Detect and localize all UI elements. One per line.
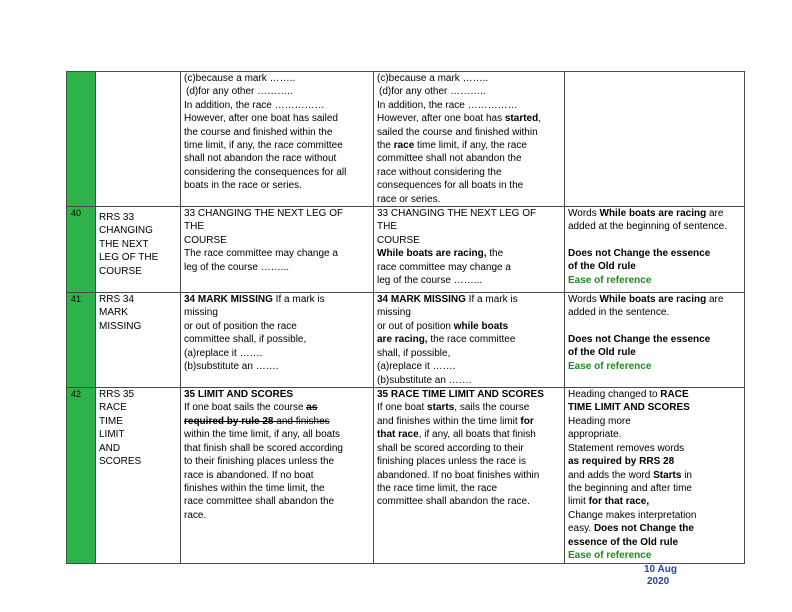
- text-line: The race committee may change a: [184, 248, 338, 260]
- rule-heading: 34 MARK MISSING: [184, 294, 273, 306]
- text-line: MARK: [99, 307, 128, 319]
- proposed-rule-cell: [374, 72, 565, 207]
- text-line: RRS 34: [99, 294, 135, 306]
- text-line: COURSE: [99, 265, 142, 277]
- text-line: RACE: [99, 402, 127, 414]
- text-span: or out of position: [377, 320, 454, 332]
- text-span: the race committee: [427, 334, 516, 346]
- text-line: shall, if possible,: [377, 347, 451, 359]
- text-line: TIME: [99, 415, 123, 427]
- text-span: the: [486, 248, 504, 260]
- rule-heading: 33 CHANGING THE NEXT LEG OF: [377, 208, 537, 220]
- table-row: [67, 293, 745, 388]
- text-line: shall be scored according to their: [377, 442, 524, 454]
- ease-of-reference-label: Ease of reference: [568, 360, 652, 372]
- text-line: missing: [184, 307, 218, 319]
- text-line: Statement removes words: [568, 442, 685, 454]
- text-line: (d)for any other ………..: [186, 86, 293, 98]
- text-line: [377, 139, 562, 152]
- text-line: LEG OF THE: [99, 252, 159, 264]
- text-line: THE NEXT: [99, 238, 149, 250]
- bold-text: for that race,: [588, 496, 650, 508]
- text-span: ,: [538, 113, 541, 125]
- text-span: in: [681, 469, 692, 481]
- text-line: appropriate.: [568, 429, 622, 441]
- text-line: leg of the course ……...: [184, 261, 290, 273]
- text-line: abandoned. If no boat finishes within: [377, 469, 540, 481]
- rrs-cell: [96, 388, 181, 564]
- bold-text: While boats are racing,: [377, 248, 487, 260]
- text-line: (c)because a mark ……..: [184, 73, 296, 84]
- bold-text: that race: [377, 429, 419, 441]
- text-line: race or series.: [377, 193, 441, 205]
- text-line: (c)because a mark ……..: [377, 73, 489, 84]
- comment-cell: [565, 388, 745, 564]
- text-line: to their finishing places unless the: [184, 456, 335, 468]
- text-line: RRS 33: [99, 212, 135, 224]
- text-line: race is abandoned. If no boat: [184, 469, 314, 481]
- text-line: sailed the course and finished within: [377, 126, 538, 138]
- text-span: If one boat: [377, 402, 428, 414]
- text-line: In addition, the race ……………: [184, 99, 325, 111]
- text-span: Words: [568, 294, 600, 306]
- text-span: However, after one boat has: [377, 113, 505, 125]
- text-line: AND: [99, 442, 121, 454]
- text-span: Heading changed to: [568, 389, 661, 401]
- text-line: COURSE: [377, 234, 420, 246]
- text-line: TIME LIMIT AND SCORES: [568, 402, 690, 414]
- original-rule-cell: [181, 207, 374, 293]
- text-line: added in the sentence.: [568, 307, 670, 319]
- bold-text: starts: [427, 402, 455, 414]
- text-line: [568, 207, 742, 220]
- text-span: are: [706, 294, 724, 306]
- date-line: 2020: [647, 576, 670, 587]
- text-line: finishing places unless the race is: [377, 456, 526, 468]
- text-line: (b)substitute an …….: [184, 361, 279, 373]
- text-line: of the Old rule: [568, 261, 636, 273]
- text-line: [377, 333, 562, 346]
- text-line: [377, 401, 562, 414]
- text-line: COURSE: [184, 234, 227, 246]
- text-span: If a mark is: [272, 294, 325, 306]
- text-line: [184, 415, 371, 428]
- text-line: within the time limit, if any, all boats: [184, 429, 340, 441]
- row-number-cell: [67, 72, 96, 207]
- bold-text: While boats are racing: [599, 208, 707, 220]
- text-line: as required by RRS 28: [568, 456, 675, 468]
- text-line: committee shall not abandon the: [377, 153, 522, 165]
- table-row: [67, 388, 745, 564]
- text-line: Change makes interpretation: [568, 509, 697, 521]
- text-line: Does not Change the essence: [568, 333, 711, 345]
- text-line: considering the consequences for all: [184, 166, 347, 178]
- text-span: Words: [568, 208, 600, 220]
- row-number-cell: 42: [67, 388, 96, 564]
- text-line: MISSING: [99, 320, 142, 332]
- text-line: of the Old rule: [568, 347, 636, 359]
- comment-cell: [565, 72, 745, 207]
- text-line: race committee may change a: [377, 261, 511, 273]
- text-line: boats in the race or series.: [184, 180, 302, 192]
- text-line: (a)replace it …….: [184, 347, 263, 359]
- table-row: [67, 207, 745, 293]
- text-line: Heading more: [568, 415, 631, 427]
- row-number-cell: 41: [67, 293, 96, 388]
- text-span: If one boat sails the course: [184, 402, 307, 414]
- text-line: [377, 247, 562, 260]
- struck-text: required by rule 28: [184, 415, 274, 427]
- text-span: , if any, all boats that finish: [418, 429, 536, 441]
- text-line: committee shall abandon the race.: [377, 496, 530, 508]
- original-rule-cell: [181, 293, 374, 388]
- text-line: [184, 293, 371, 306]
- text-line: LIMIT: [99, 429, 125, 441]
- ease-of-reference-label: Ease of reference: [568, 274, 652, 286]
- text-span: the: [377, 140, 394, 152]
- text-line: THE: [377, 221, 397, 233]
- text-span: limit: [568, 496, 589, 508]
- text-line: committee shall, if possible,: [184, 334, 307, 346]
- text-line: the course and finished within the: [184, 126, 333, 138]
- date-line: 10 Aug: [644, 564, 677, 575]
- text-line: that finish shall be scored according: [184, 442, 343, 454]
- text-line: race without considering the: [377, 166, 502, 178]
- text-line: [568, 522, 742, 535]
- rule-heading: 34 MARK MISSING: [377, 294, 466, 306]
- text-line: the race time limit, the race: [377, 482, 498, 494]
- text-line: [568, 388, 742, 401]
- text-line: (d)for any other ………..: [379, 86, 486, 98]
- text-line: [568, 469, 742, 482]
- comment-cell: [565, 293, 745, 388]
- text-line: [568, 293, 742, 306]
- text-span: If a mark is: [465, 294, 518, 306]
- text-span: time limit, if any, the race: [414, 140, 527, 152]
- proposed-rule-cell: [374, 207, 565, 293]
- text-line: [377, 415, 562, 428]
- text-line: (b)substitute an …….: [377, 374, 472, 386]
- bold-text: Does not Change the: [591, 523, 694, 535]
- text-line: the beginning and after time: [568, 482, 692, 494]
- proposed-rule-cell: [374, 388, 565, 564]
- rrs-cell: [96, 293, 181, 388]
- text-line: SCORES: [99, 456, 142, 468]
- text-line: added at the beginning of sentence.: [568, 221, 728, 233]
- proposed-rule-cell: [374, 293, 565, 388]
- text-span: are: [706, 208, 724, 220]
- bold-text: Starts: [653, 469, 682, 481]
- text-line: [377, 293, 562, 306]
- text-line: However, after one boat has sailed: [184, 113, 338, 125]
- text-line: [377, 112, 562, 125]
- text-line: (a)replace it …….: [377, 361, 456, 373]
- text-line: CHANGING: [99, 225, 153, 237]
- text-span: easy.: [568, 523, 592, 535]
- text-line: [377, 428, 562, 441]
- text-line: Does not Change the essence: [568, 247, 711, 259]
- original-rule-cell: [181, 72, 374, 207]
- rule-heading: 33 CHANGING THE NEXT LEG OF: [184, 208, 344, 220]
- text-line: leg of the course ……...: [377, 275, 483, 287]
- text-line: race committee shall abandon the: [184, 496, 335, 508]
- text-line: time limit, if any, the race committee: [184, 140, 343, 152]
- original-rule-cell: [181, 388, 374, 564]
- text-line: THE: [184, 221, 204, 233]
- bold-text: for: [520, 415, 534, 427]
- text-line: shall not abandon the race without: [184, 153, 337, 165]
- text-line: essence of the Old rule: [568, 536, 679, 548]
- table-row: [67, 72, 745, 207]
- comment-cell: [565, 207, 745, 293]
- text-span: and adds the word: [568, 469, 654, 481]
- bold-text: started: [504, 113, 539, 125]
- comparison-table: [66, 71, 745, 564]
- text-line: or out of position the race: [184, 320, 297, 332]
- text-line: missing: [377, 307, 411, 319]
- text-line: race.: [184, 509, 207, 521]
- text-line: [377, 320, 562, 333]
- rule-heading: 35 LIMIT AND SCORES: [184, 389, 294, 401]
- row-number-cell: 40: [67, 207, 96, 293]
- bold-text: While boats are racing: [599, 294, 707, 306]
- ease-of-reference-label: Ease of reference: [568, 549, 652, 561]
- text-line: [184, 401, 371, 414]
- rrs-cell: [96, 207, 181, 293]
- struck-text: as: [306, 402, 318, 414]
- bold-text: are racing,: [377, 334, 428, 346]
- struck-text: and finishes: [273, 415, 330, 427]
- text-span: , sails the course: [454, 402, 530, 414]
- text-line: finishes within the time limit, the: [184, 482, 325, 494]
- rule-heading: 35 RACE TIME LIMIT AND SCORES: [377, 389, 544, 401]
- text-line: consequences for all boats in the: [377, 180, 524, 192]
- footer-date: [640, 564, 700, 588]
- text-line: [568, 495, 742, 508]
- rrs-cell: [96, 72, 181, 207]
- bold-text: while boats: [453, 320, 509, 332]
- text-line: RRS 35: [99, 389, 135, 401]
- bold-text: race: [393, 140, 415, 152]
- bold-text: RACE: [660, 389, 689, 401]
- text-span: and finishes within the time limit: [377, 415, 521, 427]
- text-line: In addition, the race ……………: [377, 99, 518, 111]
